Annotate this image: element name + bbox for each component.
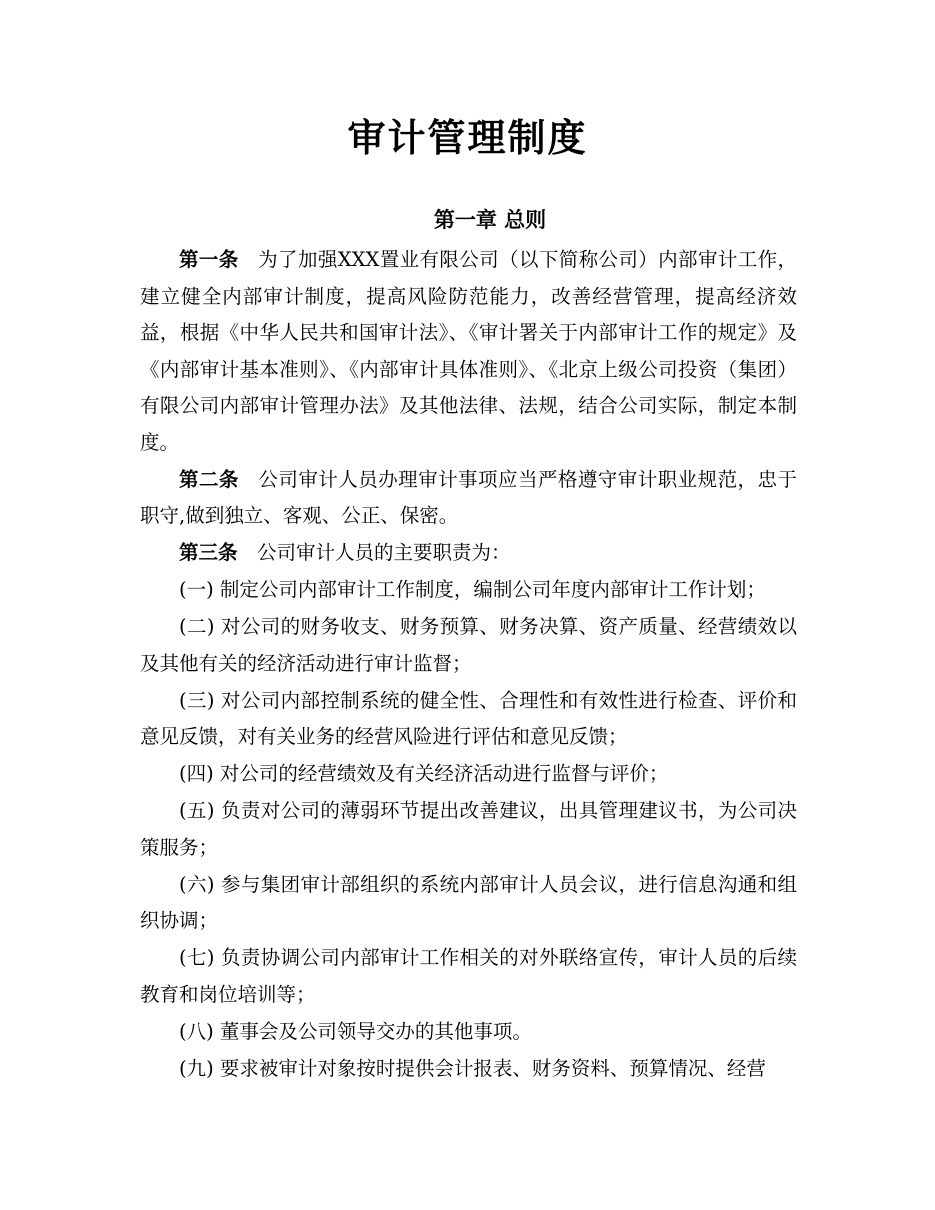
document-title: 审计管理制度 bbox=[347, 115, 588, 160]
article-label: 第二条 bbox=[179, 467, 239, 491]
duty-item-3: (三) 对公司内部控制系统的健全性、合理性和有效性进行检查、评价和意见反馈，对有关业务的经营风险进行评估和意见反馈； bbox=[140, 688, 797, 748]
article-text: 为了加强XXX置业有限公司（以下简称公司）内部审计工作，建立健全内部审计制度，提高风险防范能力，改善经营管理，提高经济效益，根据《中华人民共和国审计法》、《审计署关于内部审计工作的规定》及《内部审计基本准则》、《内部审计具体准则》、《北京上级公司投资（集团）有限公司内部审计管理办法》及其他法律、法规，结合公司实际，制定本制度。 bbox=[140, 248, 797, 454]
article-label: 第一条 bbox=[179, 248, 239, 271]
article-text: 公司审计人员的主要职责为： bbox=[257, 541, 511, 564]
duty-item-4: (四) 对公司的经营绩效及有关经济活动进行监督与评价； bbox=[179, 762, 669, 785]
duty-item-2: (二) 对公司的财务收支、财务预算、财务决算、资产质量、经营绩效以及其他有关的经济活动进行审计监督； bbox=[140, 615, 797, 675]
article-2 bbox=[140, 462, 797, 535]
chapter-title: 第一章 总则 bbox=[433, 208, 547, 232]
article-1 bbox=[140, 242, 797, 461]
duty-item-5: (五) 负责对公司的薄弱环节提出改善建议，出具管理建议书，为公司决策服务； bbox=[140, 799, 797, 859]
article-label: 第三条 bbox=[179, 541, 238, 564]
document-body bbox=[140, 242, 797, 1087]
duty-item-1: (一) 制定公司内部审计工作制度，编制公司年度内部审计工作计划； bbox=[179, 578, 766, 601]
article-text: 公司审计人员办理审计事项应当严格遵守审计职业规范，忠于职守,做到独立、客观、公正、保密。 bbox=[140, 467, 797, 527]
duty-item-7: (七) 负责协调公司内部审计工作相关的对外联络宣传，审计人员的后续教育和岗位培训等； bbox=[140, 946, 797, 1006]
article-3 bbox=[140, 535, 797, 572]
duty-item-6: (六) 参与集团审计部组织的系统内部审计人员会议，进行信息沟通和组织协调； bbox=[140, 872, 797, 932]
duty-item-8: (八) 董事会及公司领导交办的其他事项。 bbox=[179, 1019, 532, 1043]
duty-item-9: (九) 要求被审计对象按时提供会计报表、财务资料、预算情况、经营 bbox=[179, 1056, 766, 1080]
